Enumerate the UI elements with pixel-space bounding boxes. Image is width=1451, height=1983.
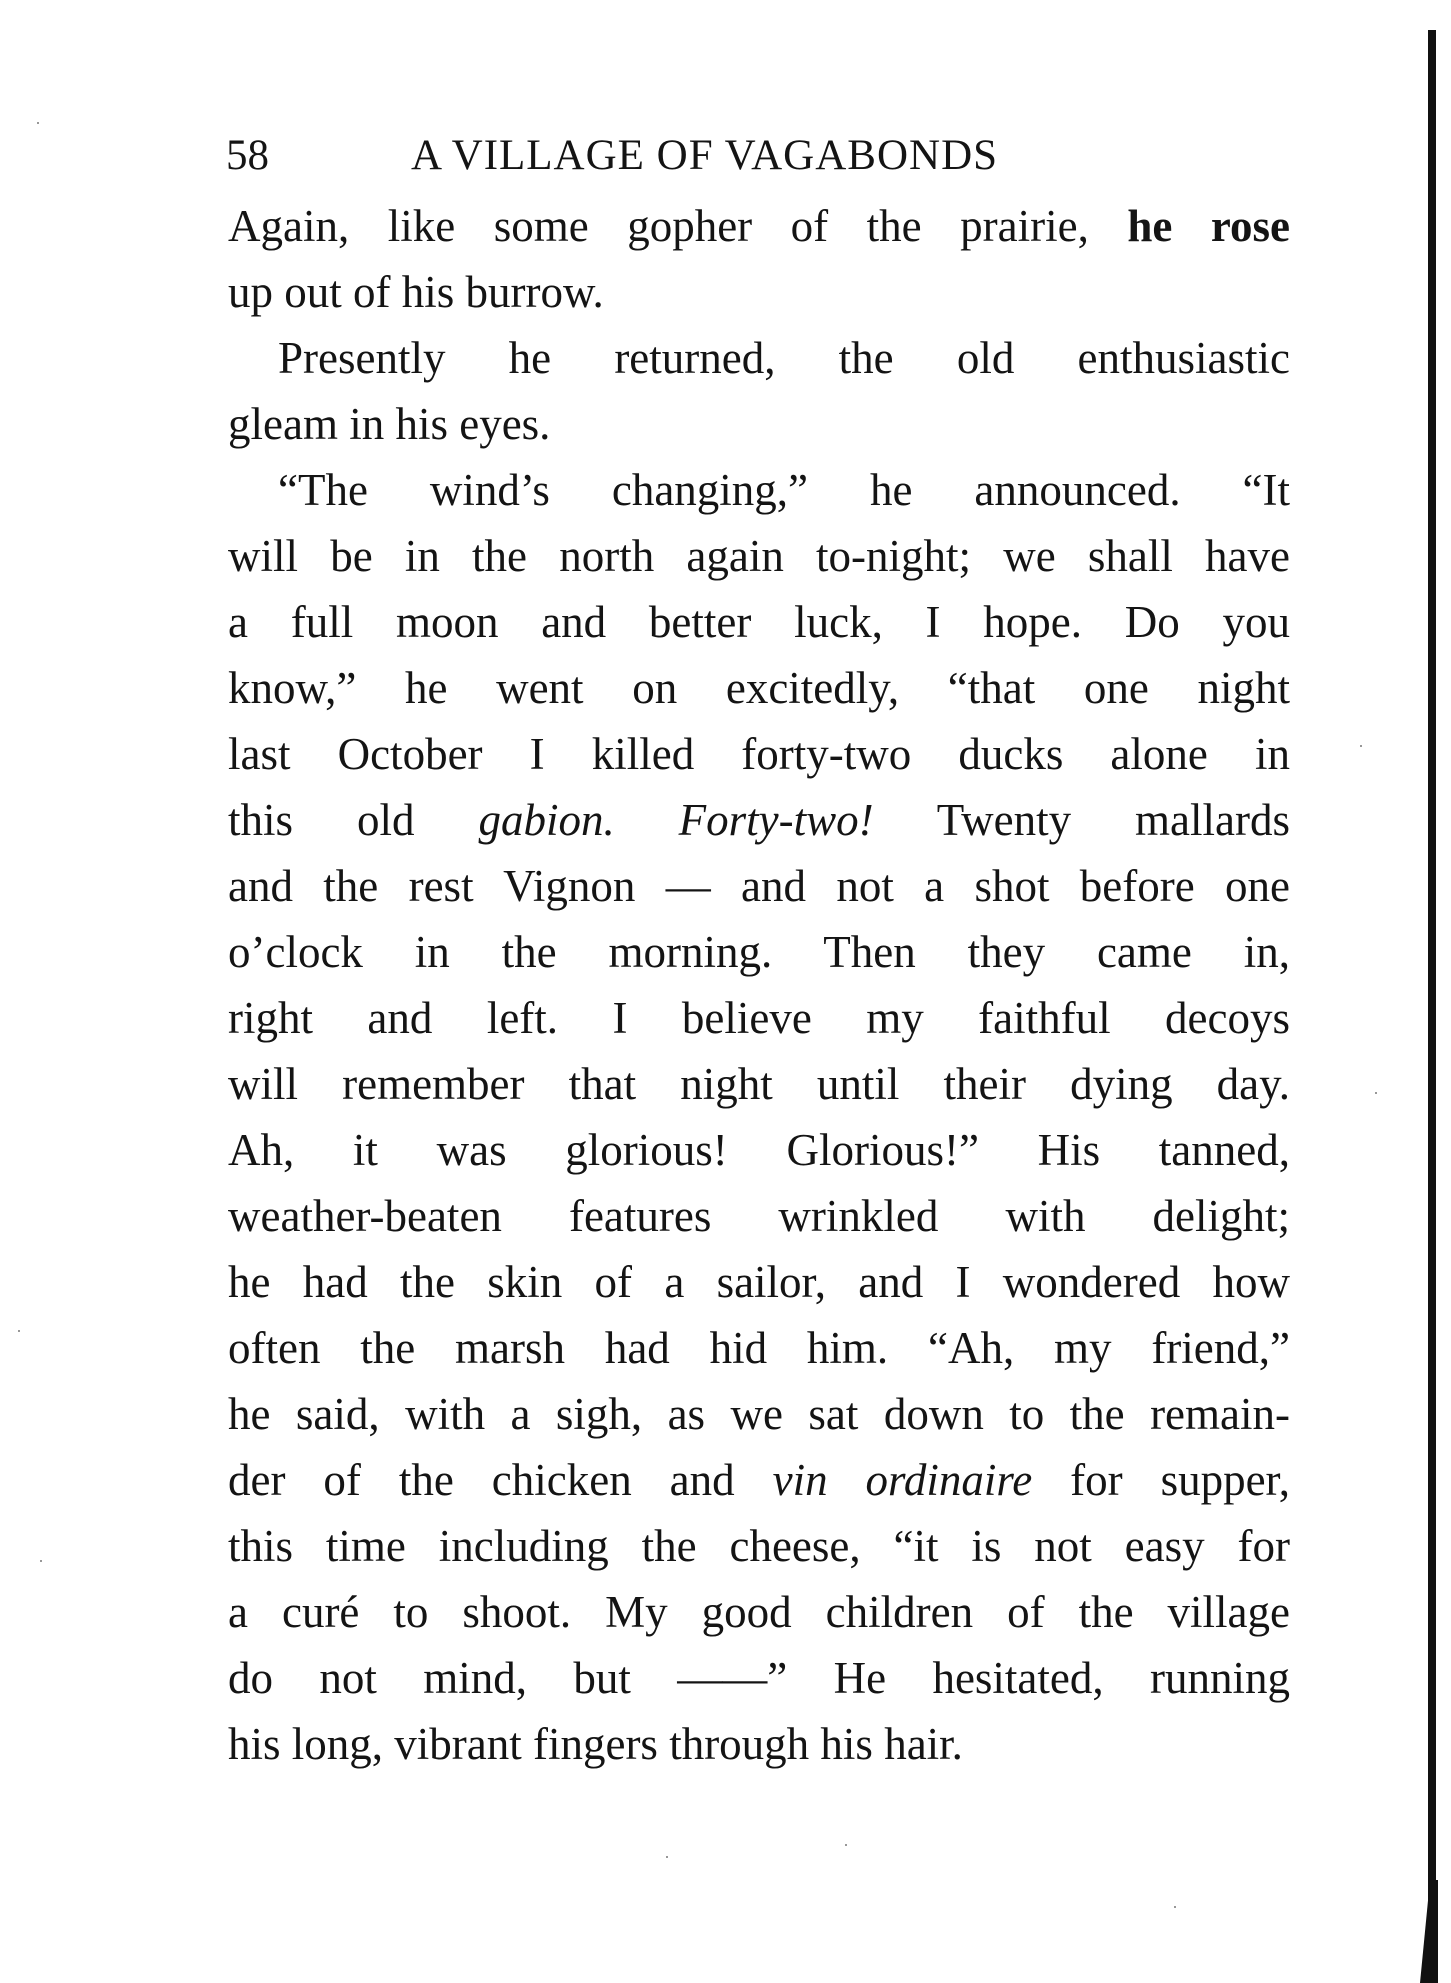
text-line: know,” he went on excitedly, “that one night [228, 663, 1290, 713]
scan-speck [1375, 1092, 1377, 1094]
text-line: will remember that night until their dying day. [228, 1059, 1290, 1109]
page-edge-tip [1420, 1880, 1438, 1983]
text-line: he said, with a sigh, as we sat down to the remain- [228, 1389, 1290, 1439]
text-line: his long, vibrant fingers through his hair. [228, 1719, 963, 1769]
page-edge-shadow [1428, 30, 1436, 1983]
text-line: this time including the cheese, “it is not easy for [228, 1521, 1290, 1571]
scan-speck [18, 1330, 20, 1332]
body-text [228, 193, 1290, 1777]
text-line: a full moon and better luck, I hope. Do you [228, 597, 1290, 647]
page-number: 58 [226, 132, 269, 179]
text-span: der of the chicken and [228, 1455, 773, 1505]
text-line: right and left. I believe my faithful decoys [228, 993, 1290, 1043]
text-line: last October I killed forty-two ducks alone in [228, 729, 1290, 779]
text-line [228, 193, 1290, 259]
italic-text: vin ordinaire [772, 1455, 1033, 1505]
scan-speck [1174, 1906, 1176, 1908]
scan-speck [1360, 745, 1362, 747]
text-line: often the marsh had hid him. “Ah, my friend,” [228, 1323, 1290, 1373]
text-line: will be in the north again to-night; we shall have [228, 531, 1290, 581]
scan-speck [666, 1856, 668, 1858]
text-span: for supper, [1032, 1455, 1290, 1505]
bold-text: he rose [1127, 201, 1290, 251]
running-header [226, 126, 1126, 186]
scan-speck [845, 1844, 847, 1846]
text-span [615, 795, 679, 845]
text-line: weather-beaten features wrinkled with delight; [228, 1191, 1290, 1241]
text-line: Presently he returned, the old enthusiastic [278, 333, 1290, 383]
scan-speck [40, 1560, 42, 1562]
text-line [228, 787, 1290, 853]
scan-speck [37, 122, 39, 124]
text-line: gleam in his eyes. [228, 399, 551, 449]
text-span: Twenty mallards [873, 795, 1290, 845]
text-span: this old [228, 795, 479, 845]
text-line: “The wind’s changing,” he announced. “It [278, 465, 1290, 515]
text-line [228, 1447, 1290, 1513]
text-line: he had the skin of a sailor, and I wondered how [228, 1257, 1290, 1307]
text-line: and the rest Vignon — and not a shot before one [228, 861, 1290, 911]
text-span: Again, like some gopher of the prairie, [228, 201, 1128, 251]
text-line: up out of his burrow. [228, 267, 604, 317]
italic-text: gabion. [478, 795, 615, 845]
text-line: do not mind, but ——” He hesitated, running [228, 1653, 1290, 1703]
text-line: Ah, it was glorious! Glorious!” His tanned, [228, 1125, 1290, 1175]
text-line: o’clock in the morning. Then they came in, [228, 927, 1290, 977]
running-title: A VILLAGE OF VAGABONDS [411, 132, 999, 179]
text-line: a curé to shoot. My good children of the village [228, 1587, 1290, 1637]
italic-text: Forty-two! [678, 795, 874, 845]
